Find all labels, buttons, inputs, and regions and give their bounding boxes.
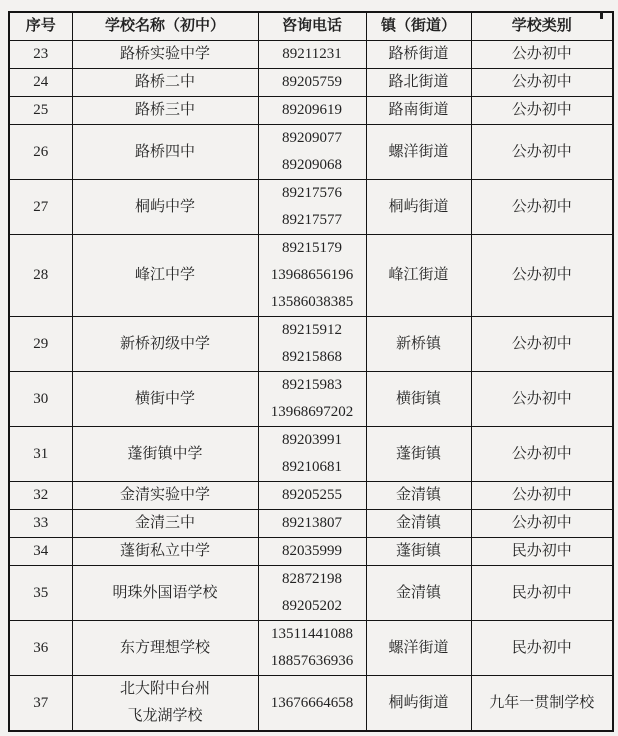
cell-line: 峰江中学 bbox=[134, 267, 195, 283]
category-cell bbox=[471, 180, 613, 235]
document-page bbox=[0, 11, 618, 736]
phone-cell bbox=[258, 317, 366, 372]
town-cell bbox=[366, 41, 471, 69]
cell-line: 民办初中 bbox=[511, 543, 572, 559]
cell-line: 金清实验中学 bbox=[119, 487, 210, 503]
phone-cell bbox=[258, 41, 366, 69]
town-cell bbox=[366, 621, 471, 676]
category-cell bbox=[471, 676, 613, 732]
phone-cell bbox=[258, 538, 366, 566]
school-name-cell bbox=[72, 566, 258, 621]
phone-cell bbox=[258, 235, 366, 317]
table-row bbox=[9, 41, 613, 69]
cell-line: 82872198 bbox=[282, 571, 342, 587]
cell-line: 89205202 bbox=[282, 598, 342, 614]
serial-cell bbox=[9, 235, 72, 317]
school-name-cell bbox=[72, 427, 258, 482]
cell-line: 89205759 bbox=[282, 74, 342, 90]
table-row bbox=[9, 372, 613, 427]
cell-line: 桐屿街道 bbox=[388, 694, 449, 711]
cell-line: 公办初中 bbox=[511, 390, 572, 407]
category-cell bbox=[471, 510, 613, 538]
scan-artifact-tick bbox=[600, 11, 603, 19]
cell-line: 公办初中 bbox=[511, 487, 572, 503]
cell-line: 公办初中 bbox=[511, 335, 572, 352]
phone-cell bbox=[258, 427, 366, 482]
phone-cell bbox=[258, 97, 366, 125]
table-row bbox=[9, 566, 613, 621]
cell-line: 蓬街镇 bbox=[395, 445, 441, 462]
cell-line: 明珠外国语学校 bbox=[112, 584, 218, 601]
table-row bbox=[9, 97, 613, 125]
serial-cell bbox=[9, 180, 72, 235]
category-cell bbox=[471, 621, 613, 676]
cell-line: 路桥街道 bbox=[388, 46, 449, 62]
schools-table-body bbox=[9, 41, 613, 732]
cell-line: 螺洋街道 bbox=[388, 639, 449, 656]
cell-line: 26 bbox=[33, 143, 49, 160]
cell-line: 民办初中 bbox=[511, 639, 572, 656]
cell-line: 蓬街镇中学 bbox=[127, 445, 203, 462]
cell-line: 桐屿中学 bbox=[134, 198, 195, 215]
serial-cell bbox=[9, 372, 72, 427]
cell-line: 公办初中 bbox=[511, 198, 572, 215]
serial-cell bbox=[9, 566, 72, 621]
cell-line: 新桥镇 bbox=[395, 335, 441, 352]
cell-line: 25 bbox=[33, 102, 49, 118]
category-cell bbox=[471, 372, 613, 427]
cell-line: 13676664658 bbox=[270, 694, 354, 711]
cell-line: 北大附中台州 bbox=[119, 681, 210, 697]
school-name-cell bbox=[72, 538, 258, 566]
cell-line: 34 bbox=[33, 543, 49, 559]
phone-cell bbox=[258, 180, 366, 235]
cell-line: 29 bbox=[33, 335, 49, 352]
school-name-cell bbox=[72, 235, 258, 317]
category-cell bbox=[471, 538, 613, 566]
cell-line: 36 bbox=[33, 639, 49, 656]
school-name-cell bbox=[72, 125, 258, 180]
cell-line: 89215868 bbox=[282, 349, 342, 365]
table-row bbox=[9, 482, 613, 510]
cell-line: 公办初中 bbox=[511, 74, 572, 90]
cell-line: 13511441088 bbox=[271, 626, 353, 642]
cell-line: 24 bbox=[33, 74, 49, 90]
table-row bbox=[9, 235, 613, 317]
phone-cell bbox=[258, 621, 366, 676]
serial-cell bbox=[9, 317, 72, 372]
school-name-cell bbox=[72, 510, 258, 538]
school-name-cell bbox=[72, 41, 258, 69]
category-cell bbox=[471, 125, 613, 180]
header-row bbox=[9, 12, 613, 41]
town-cell bbox=[366, 372, 471, 427]
phone-cell bbox=[258, 482, 366, 510]
header-category: 学校类别 bbox=[471, 12, 613, 41]
category-cell bbox=[471, 427, 613, 482]
cell-line: 九年一贯制学校 bbox=[489, 694, 595, 711]
table-row bbox=[9, 125, 613, 180]
category-cell bbox=[471, 235, 613, 317]
table-row bbox=[9, 621, 613, 676]
cell-line: 89203991 bbox=[282, 432, 342, 448]
cell-line: 89205255 bbox=[282, 487, 342, 503]
table-row bbox=[9, 180, 613, 235]
serial-cell bbox=[9, 125, 72, 180]
table-row bbox=[9, 69, 613, 97]
cell-line: 89211231 bbox=[282, 46, 342, 62]
cell-line: 金清镇 bbox=[395, 584, 441, 601]
cell-line: 金清镇 bbox=[395, 515, 441, 531]
town-cell bbox=[366, 235, 471, 317]
serial-cell bbox=[9, 676, 72, 732]
cell-line: 89217577 bbox=[282, 212, 342, 228]
school-name-cell bbox=[72, 97, 258, 125]
table-row bbox=[9, 510, 613, 538]
town-cell bbox=[366, 510, 471, 538]
cell-line: 公办初中 bbox=[511, 46, 572, 62]
town-cell bbox=[366, 317, 471, 372]
cell-line: 89217576 bbox=[282, 185, 342, 201]
cell-line: 89215179 bbox=[282, 240, 342, 256]
town-cell bbox=[366, 676, 471, 732]
serial-cell bbox=[9, 621, 72, 676]
cell-line: 89209077 bbox=[282, 130, 342, 146]
cell-line: 公办初中 bbox=[511, 143, 572, 160]
cell-line: 金清镇 bbox=[395, 487, 441, 503]
table-row bbox=[9, 676, 613, 732]
table-row bbox=[9, 317, 613, 372]
serial-cell bbox=[9, 510, 72, 538]
school-name-cell bbox=[72, 180, 258, 235]
school-name-cell bbox=[72, 372, 258, 427]
cell-line: 89213807 bbox=[282, 515, 342, 531]
cell-line: 蓬街镇 bbox=[395, 543, 441, 559]
cell-line: 金清三中 bbox=[134, 515, 195, 531]
cell-line: 13968656196 bbox=[270, 267, 354, 283]
cell-line: 蓬街私立中学 bbox=[119, 543, 210, 559]
cell-line: 28 bbox=[33, 267, 49, 283]
header-phone: 咨询电话 bbox=[258, 12, 366, 41]
header-town: 镇（街道） bbox=[366, 12, 471, 41]
schools-table bbox=[8, 11, 614, 732]
cell-line: 35 bbox=[33, 584, 49, 601]
town-cell bbox=[366, 566, 471, 621]
serial-cell bbox=[9, 69, 72, 97]
phone-cell bbox=[258, 566, 366, 621]
cell-line: 桐屿街道 bbox=[388, 198, 449, 215]
phone-cell bbox=[258, 372, 366, 427]
town-cell bbox=[366, 482, 471, 510]
cell-line: 公办初中 bbox=[511, 515, 572, 531]
school-name-cell bbox=[72, 69, 258, 97]
cell-line: 37 bbox=[33, 694, 49, 711]
cell-line: 30 bbox=[33, 390, 49, 407]
phone-cell bbox=[258, 125, 366, 180]
table-row bbox=[9, 427, 613, 482]
town-cell bbox=[366, 69, 471, 97]
cell-line: 路北街道 bbox=[388, 74, 449, 90]
serial-cell bbox=[9, 427, 72, 482]
cell-line: 89209619 bbox=[282, 102, 342, 118]
cell-line: 路桥四中 bbox=[134, 143, 195, 160]
cell-line: 横街中学 bbox=[134, 390, 195, 407]
cell-line: 89215912 bbox=[282, 322, 342, 338]
cell-line: 横街镇 bbox=[395, 390, 441, 407]
town-cell bbox=[366, 180, 471, 235]
town-cell bbox=[366, 125, 471, 180]
header-school-name: 学校名称（初中） bbox=[72, 12, 258, 41]
school-name-cell bbox=[72, 676, 258, 732]
cell-line: 新桥初级中学 bbox=[119, 335, 210, 352]
table-row bbox=[9, 538, 613, 566]
cell-line: 27 bbox=[33, 198, 49, 215]
phone-cell bbox=[258, 510, 366, 538]
cell-line: 公办初中 bbox=[511, 445, 572, 462]
cell-line: 23 bbox=[33, 46, 49, 62]
cell-line: 路桥实验中学 bbox=[119, 46, 210, 62]
town-cell bbox=[366, 427, 471, 482]
cell-line: 路桥二中 bbox=[134, 74, 195, 90]
table-header bbox=[9, 12, 613, 41]
cell-line: 螺洋街道 bbox=[388, 143, 449, 160]
cell-line: 路南街道 bbox=[388, 102, 449, 118]
town-cell bbox=[366, 538, 471, 566]
cell-line: 路桥三中 bbox=[134, 102, 195, 118]
cell-line: 33 bbox=[33, 515, 49, 531]
cell-line: 89215983 bbox=[282, 377, 342, 393]
serial-cell bbox=[9, 97, 72, 125]
category-cell bbox=[471, 482, 613, 510]
school-name-cell bbox=[72, 621, 258, 676]
phone-cell bbox=[258, 69, 366, 97]
header-serial: 序号 bbox=[9, 12, 72, 41]
cell-line: 89210681 bbox=[282, 459, 342, 475]
cell-line: 89209068 bbox=[282, 157, 342, 173]
town-cell bbox=[366, 97, 471, 125]
cell-line: 飞龙湖学校 bbox=[127, 708, 203, 724]
cell-line: 13586038385 bbox=[270, 294, 354, 310]
cell-line: 公办初中 bbox=[511, 102, 572, 118]
category-cell bbox=[471, 97, 613, 125]
cell-line: 东方理想学校 bbox=[119, 639, 210, 656]
cell-line: 13968697202 bbox=[270, 404, 354, 420]
serial-cell bbox=[9, 538, 72, 566]
cell-line: 18857636936 bbox=[270, 653, 354, 669]
phone-cell bbox=[258, 676, 366, 732]
serial-cell bbox=[9, 482, 72, 510]
category-cell bbox=[471, 41, 613, 69]
cell-line: 32 bbox=[33, 487, 49, 503]
cell-line: 82035999 bbox=[282, 543, 342, 559]
category-cell bbox=[471, 317, 613, 372]
school-name-cell bbox=[72, 317, 258, 372]
serial-cell bbox=[9, 41, 72, 69]
cell-line: 31 bbox=[33, 445, 49, 462]
cell-line: 民办初中 bbox=[511, 584, 572, 601]
school-name-cell bbox=[72, 482, 258, 510]
cell-line: 公办初中 bbox=[511, 267, 572, 283]
category-cell bbox=[471, 566, 613, 621]
category-cell bbox=[471, 69, 613, 97]
cell-line: 峰江街道 bbox=[388, 267, 449, 283]
